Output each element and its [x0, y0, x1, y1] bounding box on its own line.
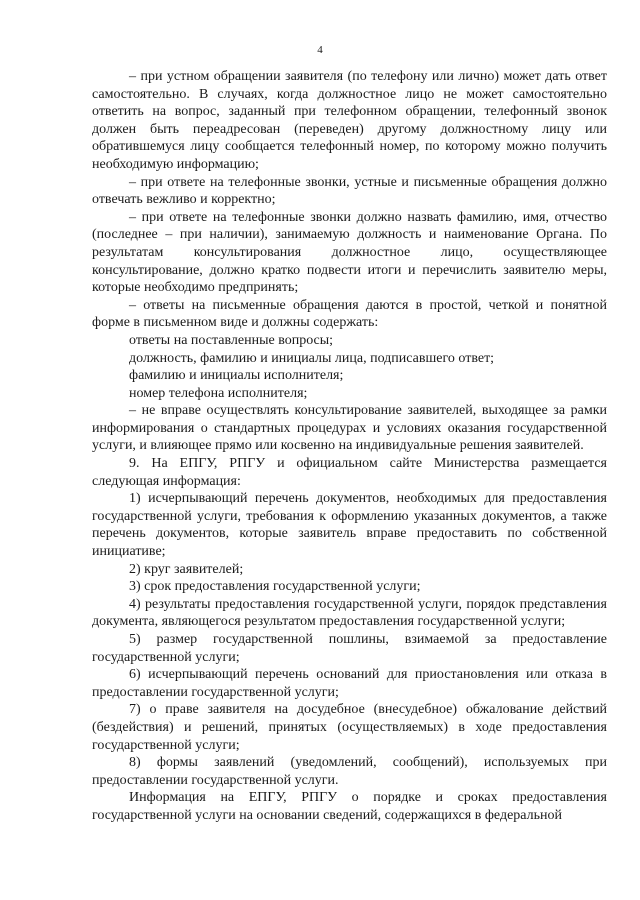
list-item: ответы на поставленные вопросы;	[129, 332, 334, 348]
paragraph: – при устном обращении заявителя (по телефону или лично) может дать ответ самостоятельно. В случаях, когда должностное лицо не может самостоятельно ответить на вопрос, заданный при телефонном обращении, телефонный звонок должен быть переадресован (переведен) другому должностному лицу или обратившемуся лицу сообщается телефонный номер, по которому можно получить необходимую информацию;	[92, 69, 607, 172]
paragraph: 9. На ЕПГУ, РПГУ и официальном сайте Министерства размещается следующая информация:	[92, 456, 607, 489]
list-item: 4) результаты предоставления государственной услуги, порядок представления документа, являющегося результатом предоставления государственной услуги;	[92, 596, 607, 630]
paragraph: – ответы на письменные обращения даются в простой, четкой и понятной форме в письменном виде и должны содержать:	[92, 297, 607, 331]
list-item: 3) срок предоставления государственной услуги;	[129, 579, 421, 595]
list-item: 6) исчерпывающий перечень оснований для приостановления или отказа в предоставлении государственной услуги;	[92, 667, 607, 700]
list-item: 2) круг заявителей;	[129, 561, 244, 577]
paragraph: – не вправе осуществлять консультирование заявителей, выходящее за рамки информирования о стандартных процедурах и условиях оказания государственной услуги, и влияющее прямо или косвенно на индивидуальные решения заявителей.	[92, 403, 607, 454]
page-number: 4	[317, 44, 323, 56]
list-item: номер телефона исполнителя;	[129, 385, 308, 401]
list-item: должность, фамилию и инициалы лица, подписавшего ответ;	[129, 350, 495, 366]
list-item: фамилию и инициалы исполнителя;	[129, 368, 344, 384]
paragraph: Информация на ЕПГУ, РПГУ о порядке и сроках предоставления государственной услуги на основании сведений, содержащихся в федеральной	[92, 790, 607, 823]
document-body	[92, 68, 607, 825]
list-item: 1) исчерпывающий перечень документов, необходимых для предоставления государственной услуги, требования к оформлению указанных документов, а также перечень документов, которые заявитель вправе предоставить по собственной инициативе;	[92, 491, 607, 560]
list-item: 8) формы заявлений (уведомлений, сообщений), используемых при предоставлении государственной услуги.	[92, 755, 607, 788]
paragraph: – при ответе на телефонные звонки, устные и письменные обращения должно отвечать вежливо и корректно;	[92, 174, 607, 208]
list-item: 7) о праве заявителя на досудебное (внесудебное) обжалование действий (бездействия) и решений, принятых (осуществляемых) в ходе предоставления государственной услуги;	[92, 702, 607, 753]
list-item: 5) размер государственной пошлины, взимаемой за предоставление государственной услуги;	[92, 632, 607, 665]
paragraph: – при ответе на телефонные звонки должно назвать фамилию, имя, отчество (последнее – при наличии), занимаемую должность и наименование Органа. По результатам консультирования должностное лицо, осуществляющее консультирование, должно кратко подвести итоги и перечислить заявителю меры, которые необходимо предпринять;	[92, 209, 607, 296]
